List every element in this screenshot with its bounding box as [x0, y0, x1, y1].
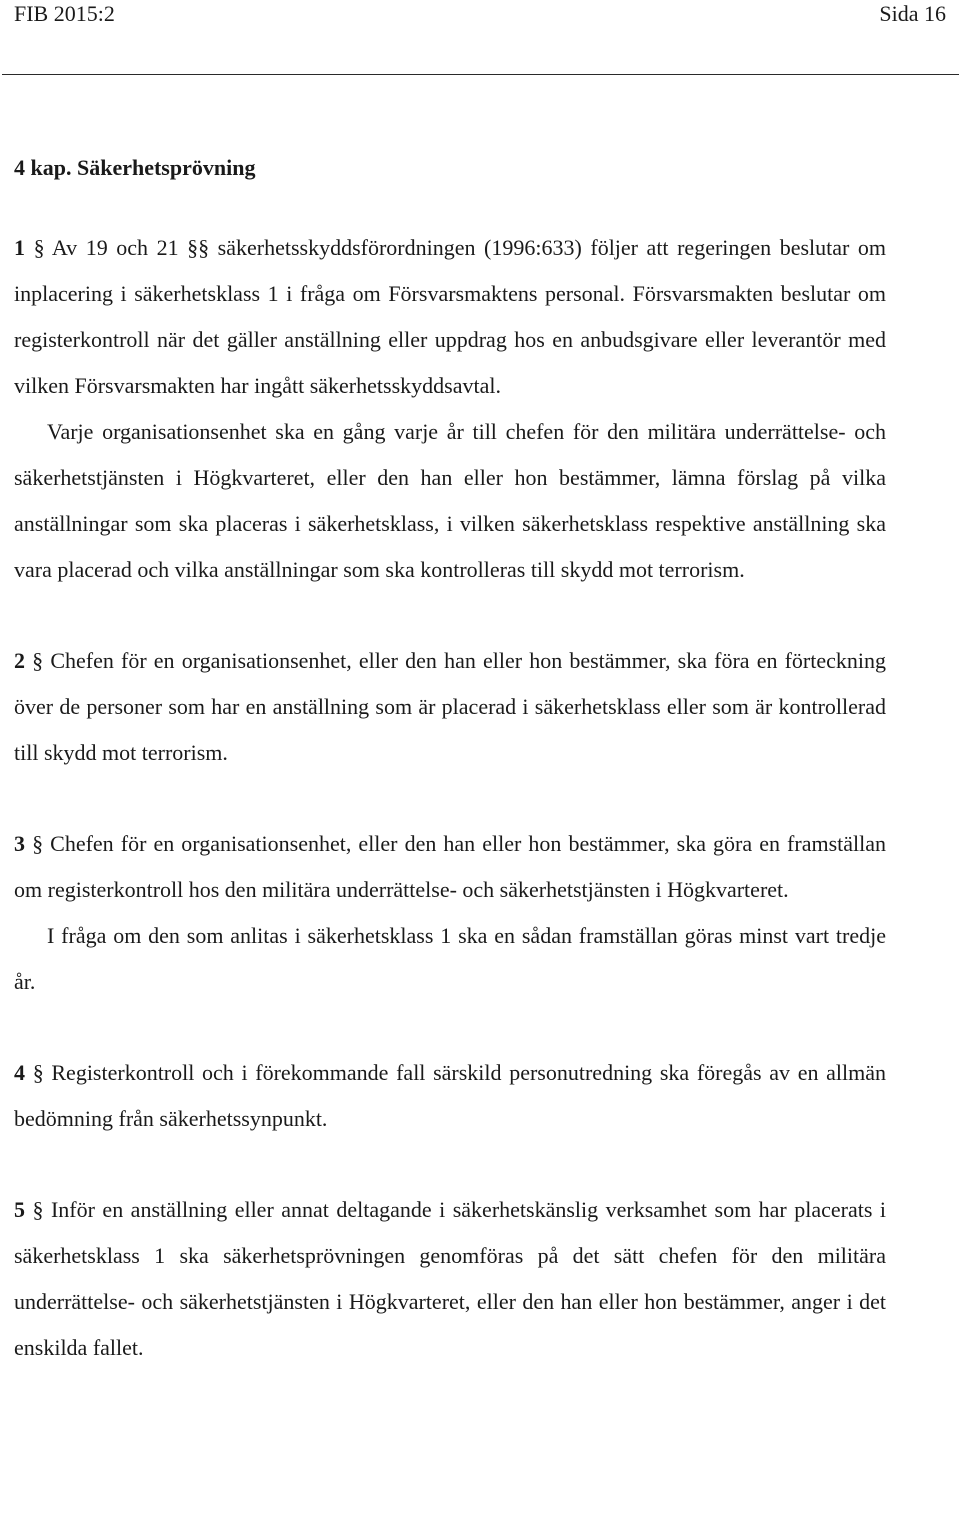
section-symbol: §	[32, 831, 44, 856]
spacer	[14, 1142, 886, 1187]
section-symbol: §	[33, 235, 45, 260]
section-number: 3	[14, 831, 25, 856]
section-text: Av 19 och 21 §§ säkerhetsskyddsförordningen (1996:633) följer att regeringen beslutar om inplacering i säkerhetsklass 1 i fråga om Försvarsmaktens personal. Försvarsmakten beslutar om registerkontroll när det gäller anställning eller uppdrag hos en anbudsgivare eller leverantör med vilken Försvarsmakten har ingått säkerhetsskyddsavtal.	[14, 235, 887, 398]
section-paragraph	[14, 638, 886, 776]
section-paragraph	[14, 821, 886, 913]
section-symbol: §	[32, 1197, 44, 1222]
section-5	[14, 1187, 886, 1371]
section-paragraph	[14, 1187, 886, 1371]
spacer	[14, 593, 886, 638]
section-1	[14, 225, 886, 593]
section-number: 4	[14, 1060, 25, 1085]
section-text: Inför en anställning eller annat deltagande i säkerhetskänslig verksamhet som har placerats i säkerhetsklass 1 ska säkerhetsprövningen genomföras på det sätt chefen för den militära underrättelse- och säkerhetstjänsten i Högkvarteret, eller den han eller hon bestämmer, anger i det enskilda fallet.	[14, 1197, 887, 1360]
section-number: 5	[14, 1197, 25, 1222]
section-text: Registerkontroll och i förekommande fall särskild personutredning ska föregås av en allmän bedömning från säkerhetssynpunkt.	[14, 1060, 887, 1131]
chapter-title: 4 kap. Säkerhetsprövning	[14, 155, 256, 180]
page-header	[14, 0, 946, 34]
section-text: Varje organisationsenhet ska en gång varje år till chefen för den militära underrättelse- och säkerhetstjänsten i Högkvarteret, eller den han eller hon bestämmer, lämna förslag på vilka anställningar som ska placeras i säkerhetsklass, i vilken säkerhetsklass respektive anställning ska vara placerad och vilka anställningar som ska kontrolleras till skydd mot terrorism.	[14, 419, 886, 582]
section-text: I fråga om den som anlitas i säkerhetsklass 1 ska en sådan framställan göras minst vart tredje år.	[14, 923, 886, 994]
document-id: FIB 2015:2	[14, 1, 115, 26]
section-number: 1	[14, 235, 25, 260]
page-number: Sida 16	[879, 1, 946, 26]
section-number: 2	[14, 648, 25, 673]
section-3	[14, 821, 886, 1005]
spacer	[14, 776, 886, 821]
spacer	[14, 1005, 886, 1050]
section-paragraph	[14, 225, 886, 409]
section-text: Chefen för en organisationsenhet, eller den han eller hon bestämmer, ska föra en förteckning över de personer som har en anställning som är placerad i säkerhetsklass eller som är kontrollerad till skydd mot terrorism.	[14, 648, 887, 765]
section-symbol: §	[32, 648, 44, 673]
section-2	[14, 638, 886, 776]
section-symbol: §	[32, 1060, 44, 1085]
header-divider	[2, 74, 959, 75]
section-4	[14, 1050, 886, 1142]
section-paragraph	[14, 1050, 886, 1142]
section-paragraph	[14, 913, 886, 1005]
section-text: Chefen för en organisationsenhet, eller den han eller hon bestämmer, ska göra en framställan om registerkontroll hos den militära underrättelse- och säkerhetstjänsten i Högkvarteret.	[14, 831, 887, 902]
section-paragraph	[14, 409, 886, 593]
document-body	[14, 148, 886, 1371]
